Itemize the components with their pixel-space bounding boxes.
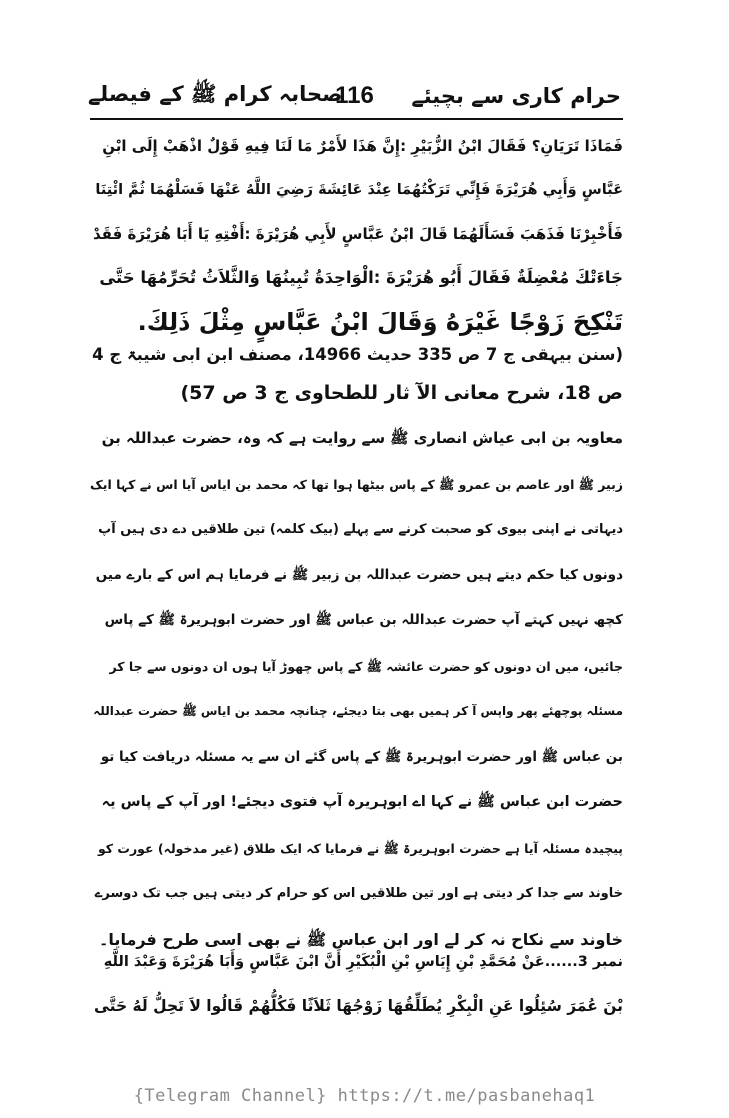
text-line: کچھ نہیں کہتے آپ حضرت عبداللہ بن عباس ﷺ اور حضرت ابوہریرۃ ﷺ کے پاس (104, 612, 623, 628)
page-number: 116 (335, 82, 374, 109)
text-line: بن عباس ﷺ اور حضرت ابوہریرۃ ﷺ کے پاس گئے ان سے یہ مسئلہ دریافت کیا تو (100, 748, 623, 765)
text-line: خاوند سے جدا کر دیتی ہے اور تین طلاقیں اس کو حرام کر دیتی ہیں جب تک دوسرے (94, 886, 623, 901)
source-references (90, 336, 623, 412)
text-line: فَأَخْبِرْنَا فَذَهَبَ فَسَأَلَهُمَا قَالَ ابْنُ عَبَّاسٍ لأَبِي هُرَيْرَةَ :أَفْتِهِ يَا أَبَا هُرَيْرَةَ فَقَدْ (92, 225, 623, 243)
text-line: خاوند سے نکاح نہ کر لے اور ابن عباس ﷺ نے بھی اسی طرح فرمایا۔ (99, 929, 623, 949)
telegram-watermark: {Telegram Channel} https://t.me/pasbanehaq1 (133, 1086, 596, 1106)
chapter-title: حرام کاری سے بچیئے (411, 84, 621, 108)
text-line: تَنْكِحَ زَوْجًا غَيْرَهُ وَقَالَ ابْنُ عَبَّاسٍ مِثْلَ ذَلِكَ. (137, 308, 623, 336)
text-line: پیچیدہ مسئلہ آیا ہے حضرت ابوہریرۃ ﷺ نے فرمایا کہ ایک طلاق (غیر مدخولہ) عورت کو (97, 840, 623, 856)
urdu-translation (90, 416, 623, 962)
book-title: صحابہ کرام ﷺ کے فیصلے (88, 81, 343, 106)
arabic-hadith-number-3 (90, 940, 623, 1028)
text-line: دونوں کیا حکم دیتے ہیں حضرت عبداللہ بن زبیر ﷺ نے فرمایا ہم اس کے بارے میں (95, 566, 623, 583)
text-line: نمبر 3......عَنْ مُحَمَّدِ بْنِ إِيَاسِ بْنِ الْبُكَيْرِ أَنَّ ابْنَ عَبَّاسٍ وَأَبَا هُرَيْرَةَ وَعَبْدَ اللَّهِ (103, 954, 623, 970)
text-line: زبیر ﷺ اور عاصم بن عمرو ﷺ کے پاس بیٹھا ہوا تھا کہ محمد بن ایاس آیا اس نے کہا ایک (90, 476, 623, 492)
text-line: مسئلہ پوچھئے پھر واپس آ کر ہمیں بھی بتا دیجئے، چنانچہ محمد بن ایاس ﷺ حضرت عبداللہ (93, 704, 623, 718)
page-header (88, 76, 621, 116)
text-line: دیہاتی نے اپنی بیوی کو صحبت کرنے سے پہلے (بیک کلمہ) تین طلاقیں دے دی ہیں آپ (98, 522, 623, 537)
text-line: بْنَ عُمَرَ سُئِلُوا عَنِ الْبِكْرِ يُطَلِّقُهَا زَوْجُهَا ثَلاَثًا فَكُلُّهُمْ قَالُوا لاَ تَحِلُّ لَهُ حَتَّى (93, 997, 623, 1015)
text-line: حضرت ابن عباس ﷺ نے کہا اے ابوہریرہ آپ فتوی دیجئے! اور آپ کے پاس یہ (101, 794, 623, 810)
header-divider (90, 118, 623, 120)
text-line: فَمَاذَا تَرَيَانِ؟ فَقَالَ ابْنُ الزُّبَيْرِ :إِنَّ هَذَا لأَمْرٌ مَا لَنَا فِيهِ قَوْلٌ اذْهَبْ إِلَى ابْنِ (102, 137, 623, 155)
text-line: جائیں، میں ان دونوں کو حضرت عائشہ ﷺ کے پاس چھوڑ آیا ہوں ان دونوں سے جا کر (109, 658, 623, 674)
arabic-hadith-text (90, 124, 623, 344)
text-line: معاویہ بن ابی عیاش انصاری ﷺ سے روایت ہے کہ وہ، حضرت عبداللہ بن (101, 429, 623, 447)
text-line: عَبَّاسٍ وَأَبِي هُرَيْرَةَ فَإِنِّي تَرَكْتُهُمَا عِنْدَ عَائِشَةَ رَضِيَ اللَّهُ عَنْهَا فَسَلْهُمَا ثُمَّ ائْتِنَا (95, 182, 623, 198)
text-line: جَاءَتْكَ مُعْضِلَةٌ فَقَالَ أَبُو هُرَيْرَةَ :الْوَاحِدَةُ تُبِينُهَا وَالثَّلاَثُ تُحَرِّمُهَا حَتَّى (99, 268, 623, 287)
reference-line: (سنن بیہقی ج 7 ص 335 حدیث 14966، مصنف ابن ابی شیبۃ ج 4 (92, 345, 623, 364)
reference-line: ص 18، شرح معانی الآ ثار للطحاوی ج 3 ص 57) (180, 382, 623, 404)
